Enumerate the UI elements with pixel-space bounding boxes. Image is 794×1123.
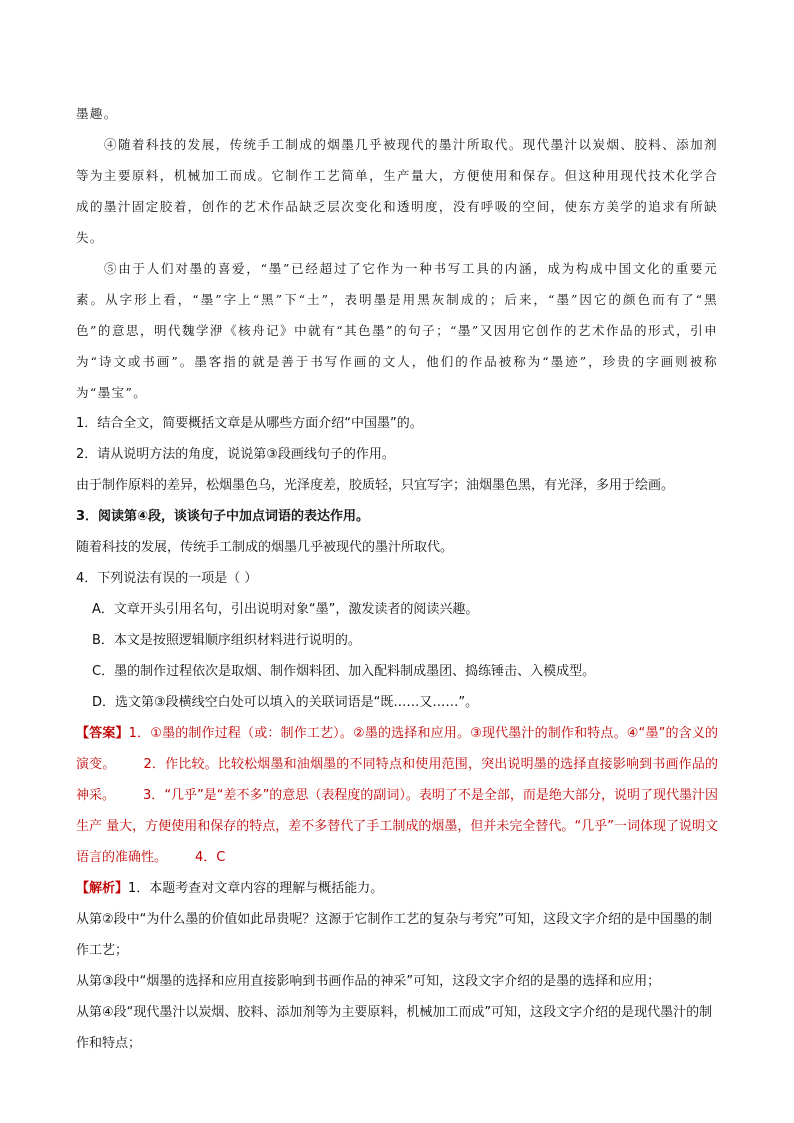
passage xyxy=(76,98,718,408)
option-b: B．本文是按照逻辑顺序组织材料进行说明的。 xyxy=(92,633,361,648)
question-2: 2．请从说明方法的角度，说说第③段画线句子的作用。 xyxy=(76,447,395,462)
question-3-quote: 随着科技的发展，传统手工制成的烟墨几乎被现代的墨汁所取代。 xyxy=(76,540,454,555)
answer-3: 3．“几乎”是“差不多”的意思（表程度的副词）。表明了不是全部，而是绝大部分，说明了现代墨汁因生产 量大，方便使用和保存的特点，差不多替代了手工制成的烟墨，但并未完全替代。“几乎”一词体现了说明文语言的准确性。 xyxy=(76,788,718,865)
question-1: 1．结合全文，简要概括文章是从哪些方面介绍“中国墨”的。 xyxy=(76,416,423,431)
answer-text xyxy=(76,718,718,873)
passage-paragraph-4: ④随着科技的发展，传统手工制成的烟墨几乎被现代的墨汁所取代。现代墨汁以炭烟、胶料、添加剂等为主要原料，机械加工而成。它制作工艺简单，生产量大，方便使用和保存。但这种用现代技术化学合成的墨汁固定胶着，创作的艺术作品缺乏层次变化和透明度，没有呼吸的空间，使东方美学的追求有所缺失。 xyxy=(76,137,718,245)
analysis-line-2: 从第③段中“烟墨的选择和应用直接影响到书画作品的神采”可知，这段文字介绍的是墨的选择和应用； xyxy=(76,974,661,989)
question-4: 4．下列说法有误的一项是（ ） xyxy=(76,571,258,586)
answer-2: 2．作比较。比较松烟墨和油烟墨的不同特点和使用范围，突出说明墨的选择直接影响到书画作品的神采。 xyxy=(76,757,718,803)
analysis-tag: 【解析】 xyxy=(76,881,129,896)
analysis-section xyxy=(76,873,718,1059)
option-a: A．文章开头引用名句，引出说明对象“墨”，激发读者的阅读兴趣。 xyxy=(92,602,479,617)
option-c: C．墨的制作过程依次是取烟、制作烟料团、加入配料制成墨团、捣练锤击、入模成型。 xyxy=(92,664,596,679)
analysis-line-1: 从第②段中“为什么墨的价值如此昂贵呢？这源于它制作工艺的复杂与考究”可知，这段文字介绍的是中国墨的制作工艺； xyxy=(76,912,713,958)
analysis-intro: 1．本题考查对文章内容的理解与概括能力。 xyxy=(128,881,384,896)
answer-4: 4．C xyxy=(195,850,226,865)
analysis-line-3: 从第④段“现代墨汁以炭烟、胶料、添加剂等为主要原料，机械加工而成”可知，这段文字介绍的是现代墨汁的制作和特点； xyxy=(76,1005,713,1051)
passage-paragraph-3-tail: 墨趣。 xyxy=(76,106,118,121)
analysis-intro-line xyxy=(76,873,718,904)
answer-tag: 【答案】 xyxy=(76,726,129,741)
option-d: D．选文第③段横线空白处可以填入的关联词语是“既……又……”。 xyxy=(92,695,479,710)
document-page xyxy=(76,98,718,1059)
questions xyxy=(76,408,718,718)
question-2-quote: 由于制作原料的差异，松烟墨色乌，光泽度差，胶质轻，只宜写字；油烟墨色黑，有光泽，多用于绘画。 xyxy=(76,478,675,493)
answer-section xyxy=(76,718,718,873)
passage-paragraph-5: ⑤由于人们对墨的喜爱，“墨”已经超过了它作为一种书写工具的内涵，成为构成中国文化的重要元素。从字形上看，“墨”字上“黑”下“土”，表明墨是用黑灰制成的；后来，“墨”因它的颜色而有了“黑色”的意思，明代魏学洢《核舟记》中就有“其色墨”的句子；“墨”又因用它创作的艺术作品的形式，引申为“诗文或书画”。墨客指的就是善于书写作画的文人，他们的作品被称为“墨迹”，珍贵的字画则被称为“墨宝”。 xyxy=(76,261,718,400)
answer-1: 1．①墨的制作过程（或：制作工艺）。②墨的选择和应用。③现代墨汁的制作和特点。④“墨”的含义的演变。 xyxy=(76,726,718,772)
question-3: 3．阅读第④段，谈谈句子中加点词语的表达作用。 xyxy=(76,509,370,524)
